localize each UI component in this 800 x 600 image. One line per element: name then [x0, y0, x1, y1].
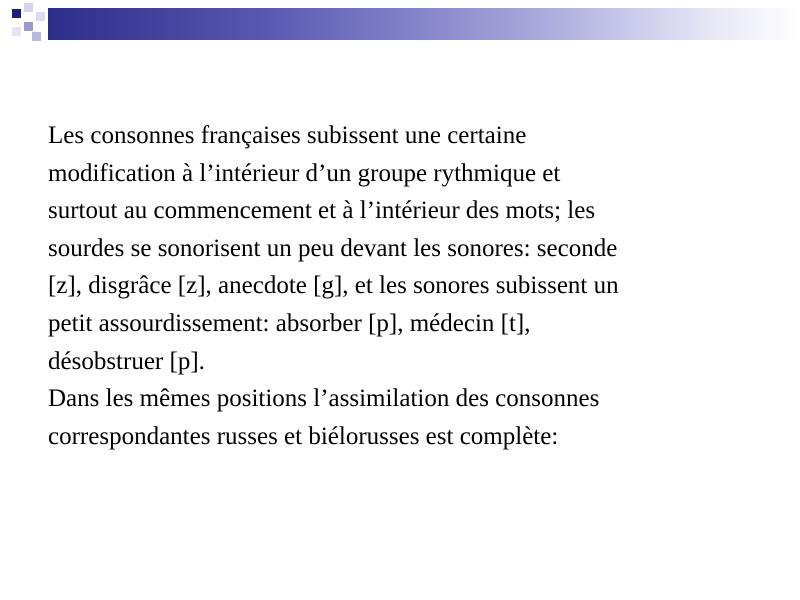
slide-body-text [48, 117, 768, 455]
text-line: [z], disgrâce [z], anecdote [g], et les sonores subissent un [48, 272, 619, 300]
text-line: petit assourdissement: absorber [p], médecin [t], [48, 309, 531, 337]
text-line: surtout au commencement et à l’intérieur des mots; les [48, 197, 596, 225]
text-line: désobstruer [p]. [48, 347, 205, 375]
decor-square [12, 27, 21, 36]
header-decoration [0, 0, 800, 60]
decor-square [12, 9, 21, 18]
text-line: correspondantes russes et biélorusses est complète: [48, 422, 559, 450]
paragraph-consonant-modification [48, 117, 768, 380]
text-line: Les consonnes françaises subissent une certaine [48, 122, 527, 149]
text-line: Dans les mêmes positions l’assimilation des consonnes [48, 385, 600, 413]
decor-square [24, 3, 33, 12]
text-line: modification à l’intérieur d’un groupe rythmique et [48, 159, 561, 187]
text-line: sourdes se sonorisent un peu devant les sonores: seconde [48, 234, 618, 262]
paragraph-assimilation [48, 380, 768, 455]
decor-square [24, 22, 33, 31]
decor-square [32, 32, 41, 41]
decor-square [36, 12, 45, 21]
gradient-bar [48, 8, 800, 40]
